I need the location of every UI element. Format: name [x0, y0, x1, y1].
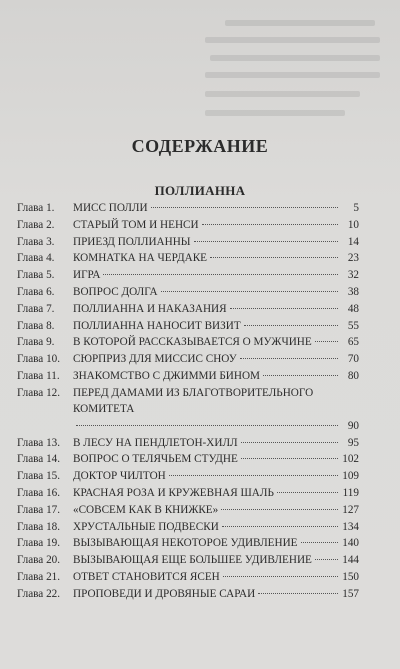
chapter-label: Глава 7.: [17, 302, 55, 315]
toc-entry: [17, 318, 359, 335]
chapter-label: Глава 3.: [17, 235, 55, 248]
toc-entry: [17, 435, 359, 452]
chapter-label: Глава 6.: [17, 285, 55, 298]
book-title: ПОЛЛИАННА: [154, 183, 246, 198]
dot-leader: [241, 458, 338, 459]
dot-leader: [151, 207, 338, 208]
dot-leader: [301, 542, 339, 543]
chapter-title: ВОПРОС ДОЛГА: [73, 285, 158, 298]
chapter-title: «СОВСЕМ КАК В КНИЖКЕ»: [73, 503, 219, 516]
chapter-title: ВЫЗЫВАЮЩАЯ НЕКОТОРОЕ УДИВЛЕНИЕ: [73, 537, 298, 550]
chapter-label: Глава 13.: [17, 436, 61, 449]
chapter-label: Глава 8.: [17, 319, 55, 332]
chapter-label: Глава 20.: [17, 554, 61, 567]
dot-leader: [169, 475, 338, 476]
chapter-title: ВОПРОС О ТЕЛЯЧЬЕМ СТУДНЕ: [73, 453, 238, 466]
page-number: 95: [347, 436, 359, 449]
page-number: 38: [347, 285, 359, 298]
toc-entry: [17, 569, 359, 586]
dot-leader: [240, 358, 338, 359]
page-number: 109: [342, 470, 359, 483]
chapter-label: Глава 22.: [17, 587, 61, 600]
toc-entry: [17, 552, 359, 569]
toc-entry: [17, 200, 359, 217]
page-number: 5: [353, 202, 359, 214]
chapter-title: ПОЛЛИАННА И НАКАЗАНИЯ: [73, 302, 227, 315]
dot-leader: [315, 559, 338, 560]
dot-leader: [263, 375, 338, 376]
page-number: 23: [347, 252, 359, 265]
page-number: 90: [347, 419, 359, 432]
toc-entry: [17, 485, 359, 502]
dot-leader: [210, 257, 338, 258]
chapter-title: В КОТОРОЙ РАССКАЗЫВАЕТСЯ О МУЖЧИНЕ: [73, 336, 312, 349]
toc-entry: [17, 535, 359, 552]
chapter-label: Глава 12.: [17, 386, 61, 399]
chapter-title: ИГРА: [73, 269, 101, 282]
toc-entry: [17, 519, 359, 536]
page-number: 14: [347, 235, 359, 248]
page-number: 134: [342, 520, 359, 533]
chapter-label: Глава 18.: [17, 520, 61, 533]
chapter-title: МИСС ПОЛЛИ: [73, 202, 148, 214]
page-number: 102: [342, 453, 359, 466]
toc-entry: [17, 502, 359, 519]
chapter-title: ПРИЕЗД ПОЛЛИАННЫ: [73, 235, 191, 248]
page-number: 119: [342, 486, 359, 499]
dot-leader: [76, 425, 338, 426]
dot-leader: [103, 274, 338, 275]
toc-entry: [17, 468, 359, 485]
toc-entry: [17, 586, 359, 603]
toc-entry: [17, 217, 359, 234]
page-number: 48: [347, 302, 359, 315]
chapter-label: Глава 19.: [17, 537, 61, 550]
chapter-label: Глава 4.: [17, 252, 55, 265]
page-title: СОДЕРЖАНИЕ: [131, 136, 269, 156]
toc-entry: [17, 284, 359, 301]
chapter-title: ПРОПОВЕДИ И ДРОВЯНЫЕ САРАИ: [73, 587, 256, 600]
chapter-title: ОТВЕТ СТАНОВИТСЯ ЯСЕН: [73, 570, 220, 583]
chapter-title: КРАСНАЯ РОЗА И КРУЖЕВНАЯ ШАЛЬ: [73, 486, 274, 499]
chapter-label: Глава 17.: [17, 503, 61, 516]
show-through-text: [0, 0, 400, 130]
chapter-label: Глава 1.: [17, 202, 55, 214]
dot-leader: [194, 241, 338, 242]
toc-entry: [17, 351, 359, 368]
chapter-title: КОМНАТКА НА ЧЕРДАКЕ: [73, 252, 208, 265]
chapter-title: СЮРПРИЗ ДЛЯ МИССИС СНОУ: [73, 353, 237, 366]
chapter-title: ХРУСТАЛЬНЫЕ ПОДВЕСКИ: [73, 520, 219, 533]
page-number: 10: [347, 218, 359, 231]
chapter-title-line-1: ПЕРЕД ДАМАМИ ИЗ БЛАГОТВОРИТЕЛЬНОГО: [73, 386, 314, 399]
toc-entry: [17, 301, 359, 318]
page-number: 70: [347, 353, 359, 366]
chapter-title: ВЫЗЫВАЮЩАЯ ЕЩЕ БОЛЬШЕЕ УДИВЛЕНИЕ: [73, 554, 312, 567]
toc-entry: [17, 267, 359, 284]
page-number: 55: [347, 319, 359, 332]
dot-leader: [223, 576, 338, 577]
page-number: 32: [347, 269, 359, 282]
dot-leader: [230, 308, 338, 309]
chapter-title: ДОКТОР ЧИЛТОН: [73, 470, 166, 483]
dot-leader: [258, 593, 338, 594]
chapter-title: ЗНАКОМСТВО С ДЖИММИ БИНОМ: [73, 369, 260, 382]
chapter-label: Глава 11.: [17, 369, 60, 382]
toc-entry: [17, 451, 359, 468]
chapter-label: Глава 9.: [17, 336, 55, 349]
chapter-title: СТАРЫЙ ТОМ И НЕНСИ: [73, 218, 199, 231]
chapter-label: Глава 5.: [17, 269, 55, 282]
chapter-label: Глава 10.: [17, 353, 61, 366]
dot-leader: [221, 509, 338, 510]
table-of-contents: [17, 200, 359, 603]
toc-entry: [17, 334, 359, 351]
dot-leader: [315, 341, 338, 342]
toc-entry: [17, 385, 359, 435]
page-number: 150: [342, 570, 359, 583]
page-number: 140: [342, 537, 359, 550]
toc-entry: [17, 368, 359, 385]
dot-leader: [202, 224, 338, 225]
chapter-label: Глава 2.: [17, 218, 55, 231]
chapter-title: ПОЛЛИАННА НАНОСИТ ВИЗИТ: [73, 319, 241, 332]
page-number: 144: [342, 554, 359, 567]
toc-entry: [17, 234, 359, 251]
dot-leader: [161, 291, 338, 292]
chapter-label: Глава 15.: [17, 470, 61, 483]
page-number: 65: [347, 336, 359, 349]
chapter-title-line-2: КОМИТЕТА: [73, 403, 135, 416]
chapter-label: Глава 14.: [17, 453, 61, 466]
dot-leader: [222, 526, 338, 527]
dot-leader: [277, 492, 338, 493]
dot-leader: [244, 325, 338, 326]
chapter-label: Глава 16.: [17, 486, 61, 499]
chapter-label: Глава 21.: [17, 570, 61, 583]
dot-leader: [241, 442, 338, 443]
page-number: 127: [342, 503, 359, 516]
page-number: 80: [347, 369, 359, 382]
page-number: 157: [342, 587, 359, 600]
chapter-title: В ЛЕСУ НА ПЕНДЛЕТОН-ХИЛЛ: [73, 436, 238, 449]
toc-entry: [17, 250, 359, 267]
